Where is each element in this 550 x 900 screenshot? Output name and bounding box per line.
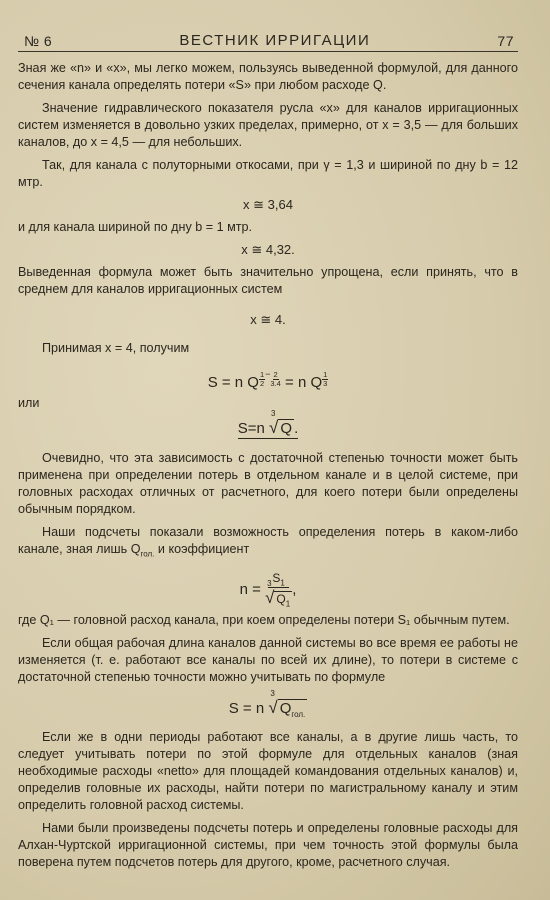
formula-n-coefficient: n = $S_1$ 3 √ $Q_1$ ,	[239, 570, 297, 609]
paragraph-1: Зная же «n» и «x», мы легко можем, пользуясь выведенной формулой, для данного сечения канала определять потери «S» при любом расходе Q.	[18, 61, 518, 92]
formula-s-root: S=n 3 √ Q .	[237, 409, 299, 437]
paragraph-2: Значение гидравлического показателя русла «x» для каналов ирригационных систем изменяется в довольно узких пределах, примерно, от x = 3,5 — для больших каналов, до x = 4,5 — для небольших.	[18, 101, 518, 149]
paragraph-5: Выведенная формула может быть значительно упрощена, если принять, что в среднем для каналов ирригационных систем	[18, 265, 518, 296]
or-label: или	[18, 396, 40, 410]
journal-title: ВЕСТНИК ИРРИГАЦИИ	[179, 32, 371, 49]
formula-x-432: x ≅ 4,32.	[241, 242, 295, 257]
paragraph-8: Наши подсчеты показали возможность определения потерь в каком-либо канале, зная лишь $Q_{гол.}$ и коэффициент	[18, 525, 518, 559]
page-number: 77	[497, 33, 514, 49]
paragraph-4: и для канала шириной по дну b = 1 мтр.	[18, 220, 253, 234]
paragraph-7: Очевидно, что эта зависимость с достаточной степенью точности может быть применена при определении потерь в отдельном канале и в целой системе, при головных расходах отличных от расчетного, для коего потери были определены обычным порядком.	[18, 451, 518, 516]
paragraph-3: Так, для канала с полуторными откосами, при γ = 1,3 и шириной по дну b = 12 мтр.	[18, 158, 518, 189]
formula-x-4: x ≅ 4.	[250, 312, 286, 327]
paragraph-11: Если же в одни периоды работают все каналы, а в другие лишь часть, то следует учитывать потери по этой формуле для отдельных каналов (зная необходимые расходы «netto» для площадей командования отдельных каналов) и, определив головные их расходы, найти потери по магистральному каналу и этим определить головной расход системы.	[18, 730, 518, 813]
paragraph-6: Принимая x = 4, получим	[42, 341, 190, 355]
formula-s-system: S = n 3 √ $Q_{гол.}$	[228, 689, 306, 720]
formula-s-power: S = n Q $\frac{1}{2}$ − $\frac{2}{3.4}$ = n Q $\frac{1}{3}$	[207, 369, 328, 391]
paragraph-12: Нами были произведены подсчеты потерь и определены головные расходы для Алхан-Чуртской ирригационной системы, при чем точность этой формулы была поверена путем подсчетов потерь для другого, кроме, расчетного случая.	[18, 821, 518, 870]
formula-x-364: x ≅ 3,64	[243, 197, 293, 212]
page-header	[18, 32, 518, 52]
paragraph-10: Если общая рабочая длина каналов данной системы во все время ее работы не изменяется (т. е. работают все каналы по всей их длине), то потери в системе с достаточной степенью точности можно учитывать по формуле	[18, 636, 518, 685]
issue-number: № 6	[24, 33, 53, 49]
paragraph-9: где Q₁ — головной расход канала, при коем определены потери S₁ обычным путем.	[18, 613, 510, 628]
